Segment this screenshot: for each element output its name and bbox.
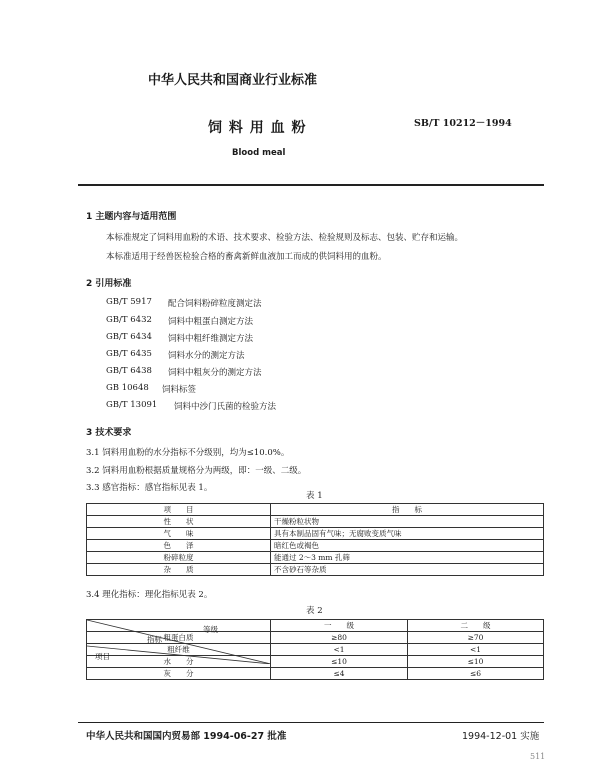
indicator-cell: 具有本制品固有气味；无腐败变质气味 [271, 528, 544, 540]
issuing-organization: 中华人民共和国商业行业标准 [148, 73, 318, 88]
item-cell: 杂 质 [87, 564, 271, 576]
item-cell: 灰 分 [87, 668, 271, 680]
column-header-grade-2: 二 级 [408, 620, 544, 632]
section-3-heading: 3 技术要求 [86, 428, 132, 438]
table-row [87, 540, 544, 552]
header-rule [78, 184, 544, 186]
clause-3-2: 3.2 饲料用血粉根据质量规格分为两级，即：一级、二级。 [86, 466, 307, 476]
column-header: 项 目 [87, 504, 271, 516]
diagonal-lines [87, 620, 271, 664]
table-1 [86, 503, 544, 576]
indicator-cell: 能通过 2～3 mm 孔筛 [271, 552, 544, 564]
reference-name: 饲料标签 [162, 385, 197, 395]
table-row [87, 552, 544, 564]
page-number: 511 [530, 752, 546, 761]
column-header-grade-1: 一 级 [271, 620, 408, 632]
item-cell: 水 分 [87, 656, 271, 668]
indicator-cell: 暗红色或褐色 [271, 540, 544, 552]
indicator-label: 指标 [147, 635, 162, 644]
reference-code: GB/T 5917 [106, 297, 152, 307]
grade-2-cell: ≤6 [408, 668, 544, 680]
item-cell: 性 状 [87, 516, 271, 528]
reference-name: 饲料水分的测定方法 [168, 351, 245, 361]
indicator-cell: 干燥粉粒状物 [271, 516, 544, 528]
english-title: Blood meal [232, 148, 286, 158]
section-1-heading: 1 主题内容与适用范围 [86, 212, 177, 222]
grade-2-cell: ≤10 [408, 656, 544, 668]
item-label: 项目 [95, 652, 110, 661]
grade-label: 等级 [203, 625, 218, 634]
footer-rule [78, 722, 544, 723]
grade-1-cell: ≤10 [271, 656, 408, 668]
table-row [87, 516, 544, 528]
table-row [87, 668, 544, 680]
section-1-paragraph-1: 本标准规定了饲料用血粉的术语、技术要求、检验方法、检验规则及标志、包装、贮存和运输。 [106, 233, 464, 243]
standard-number: SB/T 10212－1994 [414, 118, 512, 129]
clause-3-4: 3.4 理化指标：理化指标见表 2。 [86, 590, 213, 600]
reference-name: 饲料中粗蛋白测定方法 [168, 317, 254, 327]
item-cell: 色 泽 [87, 540, 271, 552]
reference-code: GB/T 13091 [106, 400, 158, 410]
grade-1-cell: ≥80 [271, 632, 408, 644]
grade-1-cell: ≤4 [271, 668, 408, 680]
reference-name: 饲料中粗灰分的测定方法 [168, 368, 262, 378]
reference-name: 饲料中沙门氏菌的检验方法 [174, 402, 277, 412]
reference-code: GB/T 6438 [106, 366, 152, 376]
table-row [87, 564, 544, 576]
grade-2-cell: ≥70 [408, 632, 544, 644]
document-title: 饲 料 用 血 粉 [208, 120, 307, 136]
grade-1-cell: <1 [271, 644, 408, 656]
item-cell: 粉碎粒度 [87, 552, 271, 564]
table-2-caption: 表 2 [306, 606, 323, 616]
clause-3-1: 3.1 饲料用血粉的水分指标不分级别，均为≤10.0%。 [86, 448, 290, 458]
column-header: 指 标 [271, 504, 544, 516]
table-row [87, 528, 544, 540]
grade-2-cell: <1 [408, 644, 544, 656]
reference-name: 饲料中粗纤维测定方法 [168, 334, 254, 344]
section-2-heading: 2 引用标准 [86, 279, 132, 289]
clause-3-3: 3.3 感官指标：感官指标见表 1。 [86, 483, 213, 493]
reference-code: GB 10648 [106, 383, 149, 393]
table-2 [86, 619, 544, 680]
approval-line: 中华人民共和国国内贸易部 1994-06-27 批准 [86, 731, 287, 742]
table-header-row [87, 504, 544, 516]
reference-code: GB/T 6434 [106, 332, 152, 342]
table-1-caption: 表 1 [306, 491, 323, 501]
section-1-paragraph-2: 本标准适用于经兽医检验合格的畜禽新鲜血液加工而成的供饲料用的血粉。 [106, 252, 387, 262]
reference-name: 配合饲料粉碎粒度测定法 [168, 299, 262, 309]
table-header-row [87, 620, 544, 632]
item-cell: 粗蛋白质 [87, 632, 271, 644]
effective-date: 1994-12-01 实施 [462, 731, 540, 742]
item-cell: 气 味 [87, 528, 271, 540]
indicator-cell: 不含砂石等杂质 [271, 564, 544, 576]
reference-code: GB/T 6435 [106, 349, 152, 359]
item-cell: 粗纤维 [87, 644, 271, 656]
reference-code: GB/T 6432 [106, 315, 152, 325]
